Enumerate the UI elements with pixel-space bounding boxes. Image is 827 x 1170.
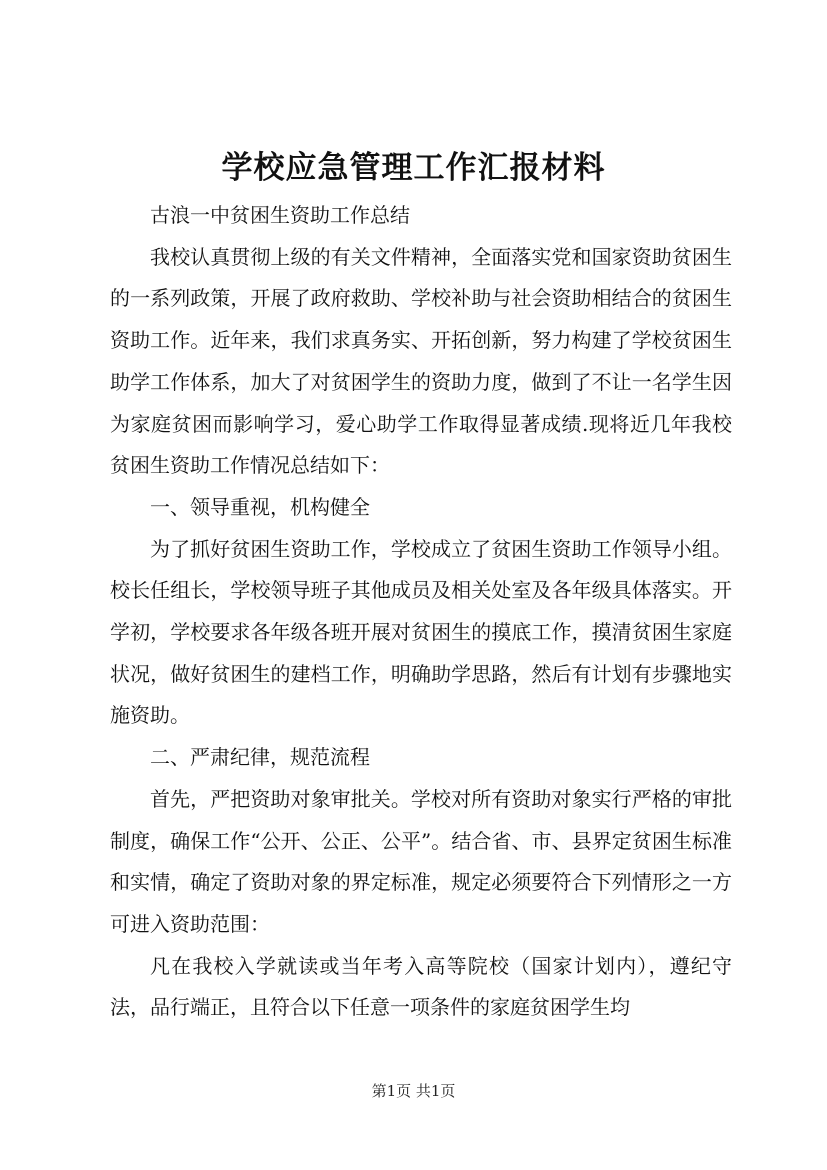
document-body: [110, 195, 732, 1029]
paragraph-criteria: 凡在我校入学就读或当年考入高等院校（国家计划内），遵纪守法，品行端正，且符合以下任意一项条件的家庭贫困学生均: [110, 953, 732, 1020]
section-heading-1: 一、领导重视，机构健全: [150, 494, 370, 519]
section-heading-2: 二、严肃纪律，规范流程: [150, 745, 370, 770]
page-number-footer: 第1页 共1页: [371, 1082, 456, 1100]
paragraph-section-1: 为了抓好贫困生资助工作，学校成立了贫困生资助工作领导小组。校长任组长，学校领导班子其他成员及相关处室及各年级具体落实。开学初，学校要求各年级各班开展对贫困生的摸底工作，摸清贫困生家庭状况，做好贫困生的建档工作，明确助学思路，然后有计划有步骤地实施资助。: [110, 536, 732, 728]
document-title: 学校应急管理工作汇报材料: [221, 150, 606, 186]
paragraph-subtitle: 古浪一中贫困生资助工作总结: [150, 203, 410, 227]
paragraph-section-2: 首先，严把资助对象审批关。学校对所有资助对象实行严格的审批制度，确保工作“公开、公正、公平”。结合省、市、县界定贫困生标准和实情，确定了资助对象的界定标准，规定必须要符合下列情形之一方可进入资助范围：: [110, 786, 732, 936]
paragraph-intro: 我校认真贯彻上级的有关文件精神，全面落实党和国家资助贫困生的一系列政策，开展了政府救助、学校补助与社会资助相结合的贫困生资助工作。近年来，我们求真务实、开拓创新，努力构建了学校贫困生助学工作体系，加大了对贫困学生的资助力度，做到了不让一名学生因为家庭贫困而影响学习，爱心助学工作取得显著成绩.现将近几年我校贫困生资助工作情况总结如下：: [110, 244, 732, 478]
